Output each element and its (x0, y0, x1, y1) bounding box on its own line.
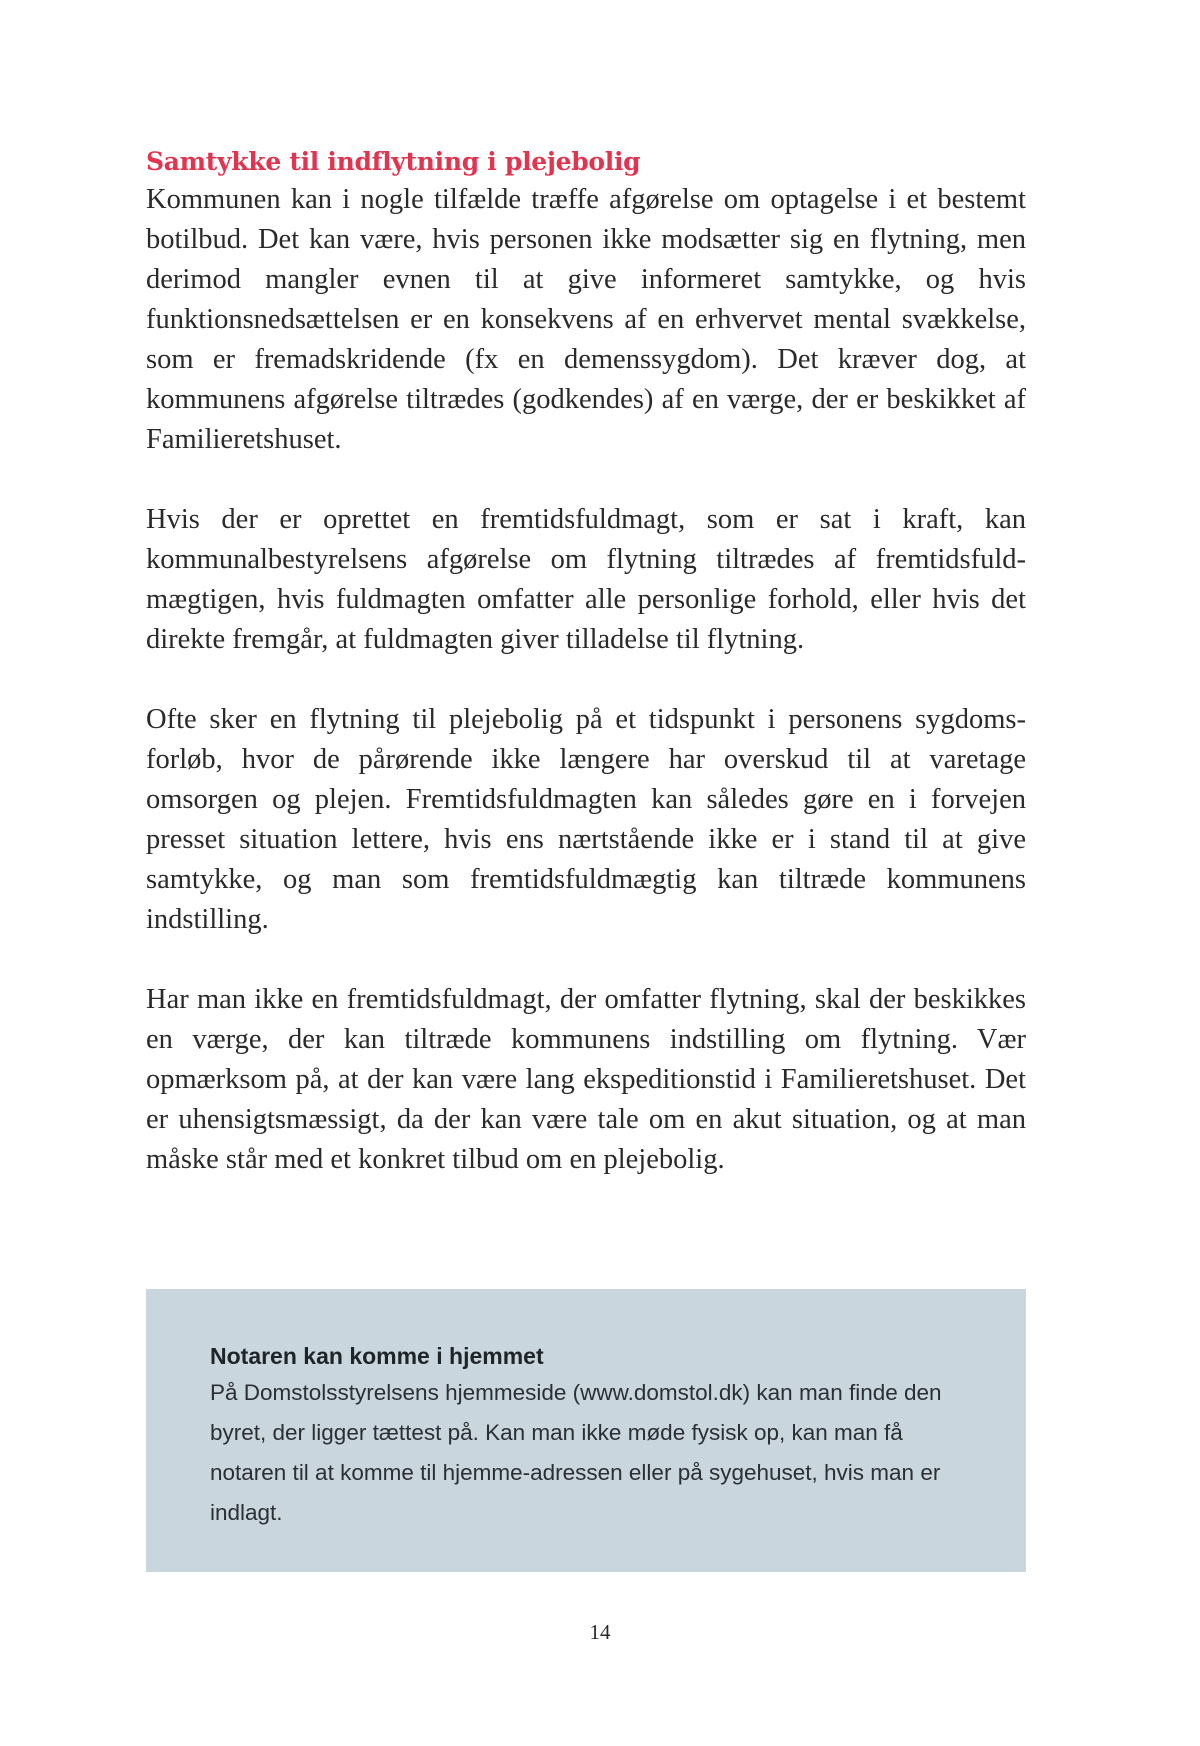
section-heading: Samtykke til indflytning i plejebolig (146, 147, 641, 176)
body-paragraph: Kommunen kan i nogle tilfælde træffe afgørelse om optagelse i et bestemt botilbud. Det kan være, hvis personen ikke modsætter sig en flytning, men derimod mangler evnen til at give informeret samtykke, og hvis funktionsnedsættelsen er en konsekvens af en erhvervet mental svækkelse, som er fremadskridende (fx en demenssygdom). Det kræver dog, at kommunens afgørelse tiltrædes (godkendes) af en værge, der er beskikket af Familieretshuset. (146, 184, 1026, 455)
body-paragraph: Hvis der er oprettet en fremtidsfuldmagt, som er sat i kraft, kan kommunalbestyrelsens afgørelse om flytning tiltrædes af fremtidsfuldmægtigen, hvis fuldmagten omfatter alle personlige forhold, eller hvis det direkte fremgår, at fuldmagten giver tilladelse til flytning. (146, 504, 1026, 655)
info-box-title: Notaren kan komme i hjemmet (210, 1343, 544, 1369)
body-paragraph: Ofte sker en flytning til plejebolig på et tidspunkt i personens sygdomsforløb, hvor de pårørende ikke længere har overskud til at varetage omsorgen og plejen. Fremtidsfuldmagten kan således gøre en i forvejen presset situation lettere, hvis ens nærtstående ikke er i stand til at give samtykke, og man som fremtidsfuldmægtig kan tiltræde kommunens indstilling. (146, 704, 1026, 935)
page-number: 14 (589, 1620, 611, 1644)
info-box-text: På Domstolsstyrelsens hjemmeside (www.domstol.dk) kan man finde den byret, der ligger tættest på. Kan man ikke møde fysisk op, kan man få notaren til at komme til hjemme-adressen eller på sygehuset, hvis man er indlagt. (210, 1380, 942, 1525)
main-content (146, 144, 1026, 1220)
info-box (146, 1289, 1026, 1572)
body-paragraph: Har man ikke en fremtidsfuldmagt, der omfatter flytning, skal der beskikkes en værge, der kan tiltræde kommunens indstilling om flytning. Vær opmærksom på, at der kan være lang ekspeditionstid i Familieretshuset. Det er uhensigtsmæssigt, da der kan være tale om en akut situation, og at man måske står med et konkret tilbud om en plejebolig. (146, 984, 1026, 1175)
info-box-content (210, 1339, 950, 1533)
